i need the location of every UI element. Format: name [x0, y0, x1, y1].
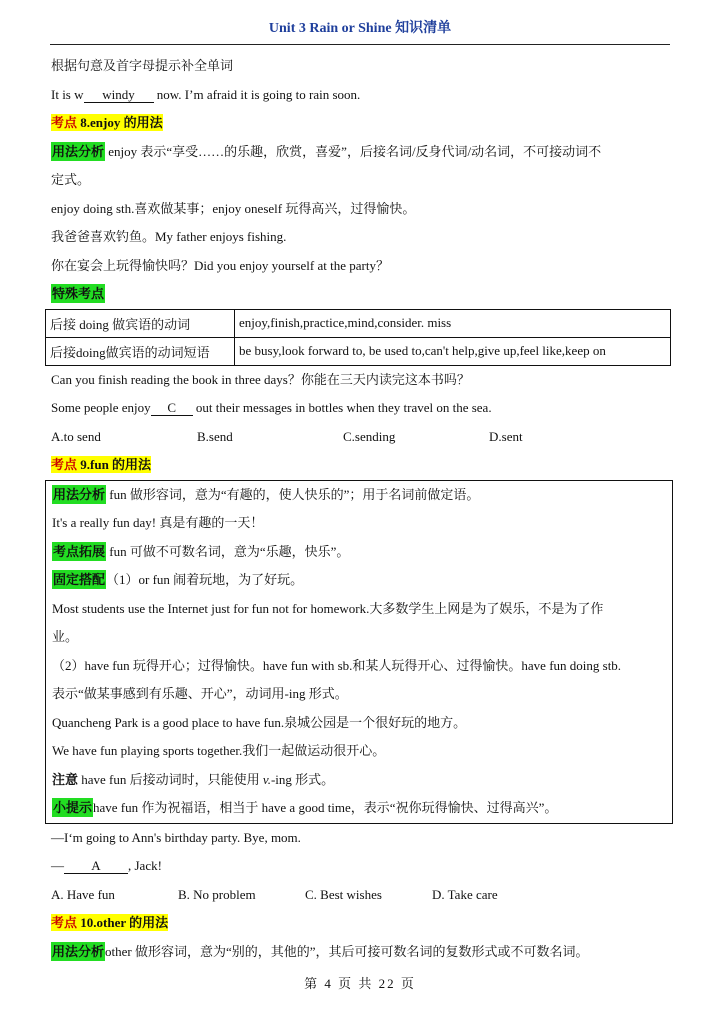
option: D.sent	[489, 428, 523, 444]
tip: 小提示have fun 作为祝福语，相当于 have a good time，表示“祝你玩得愉快、过得高兴”。	[53, 800, 558, 815]
special-heading	[51, 280, 671, 309]
mc-question: Some people enjoy C out their messages in bottles when they travel on the sea.	[51, 400, 492, 415]
usage-analysis: 用法分析other 做形容词，意为“别的，其他的”，其后可接可数名词的复数形式或不可数名词。	[52, 943, 589, 959]
section-label: 考点 8.enjoy 的用法	[51, 115, 163, 130]
answer-blank: A	[64, 858, 128, 874]
answer-blank: windy	[84, 87, 154, 103]
tag-usage-analysis: 用法分析	[52, 943, 105, 959]
example-line-cont: 表示“做某事感到有乐趣、开心”，动词用-ing 形式。	[52, 686, 348, 701]
example-line: Can you finish reading the book in three days？你能在三天内读完这本书吗？	[51, 371, 470, 387]
example-line: 我爸爸喜欢钓鱼。My father enjoys fishing.	[51, 229, 287, 244]
option: B.send	[197, 428, 233, 444]
section-heading-fun	[51, 451, 671, 480]
table-cell: 后接doing做宾语的动词短语	[46, 337, 235, 365]
example-line: enjoy doing sth.喜欢做某事；enjoy oneself 玩得高兴，过得愉快。	[51, 200, 416, 216]
example-line: Most students use the Internet just for fun not for homework.大多数学生上网是为了娱乐，不是为了作	[52, 600, 604, 616]
usage-analysis: 用法分析 fun 做形容词，意为“有趣的，使人快乐的”；用于名词前做定语。	[53, 486, 480, 502]
tag-usage-analysis: 用法分析	[52, 143, 105, 159]
instruction: 根据句意及首字母提示补全单词	[51, 58, 234, 73]
table-cell: be busy,look forward to, be used to,can't help,give up,feel like,keep on	[235, 337, 671, 365]
section-label: 考点 9.fun 的用法	[51, 457, 152, 472]
note-label: 注意	[52, 771, 79, 787]
option: A.to send	[51, 428, 101, 444]
tag-extension: 考点拓展	[53, 543, 106, 559]
option: C.sending	[343, 428, 396, 444]
fill-blank-question: It is w windy now. I’m afraid it is going to rain soon.	[51, 86, 361, 102]
answer-blank: C	[151, 400, 193, 416]
table-cell: enjoy,finish,practice,mind,consider. miss	[235, 309, 671, 337]
page-header-title: Unit 3 Rain or Shine 知识清单	[268, 21, 452, 36]
mc-options	[51, 423, 671, 452]
example-line: （2）have fun 玩得开心；过得愉快。have fun with sb.和某人玩得开心、过得愉快。have fun doing stb.	[52, 657, 622, 673]
table-cell: 后接 doing 做宾语的动词	[46, 309, 235, 337]
option: B. No problem	[178, 886, 256, 902]
gerund-verbs-table	[45, 309, 671, 366]
dialogue-line: — A , Jack!	[51, 858, 162, 873]
example-line: We have fun playing sports together.我们一起做运动很开心。	[52, 743, 386, 758]
option: A. Have fun	[51, 886, 115, 902]
table-row	[46, 309, 671, 337]
page-header	[50, 14, 670, 45]
option: C. Best wishes	[305, 886, 382, 902]
tag-usage-analysis: 用法分析	[53, 486, 106, 502]
section-label: 考点 10.other 的用法	[51, 915, 169, 930]
fun-usage-box	[45, 480, 673, 824]
tag-special: 特殊考点	[52, 286, 105, 301]
fixed-collocation: 固定搭配（1）or fun 闹着玩地，为了好玩。	[53, 572, 304, 587]
example-line: Quancheng Park is a good place to have fun.泉城公园是一个很好玩的地方。	[52, 714, 467, 730]
usage-analysis-cont: 定式。	[51, 172, 91, 187]
mc-options	[51, 881, 671, 910]
extension: 考点拓展 fun 可做不可数名词，意为“乐趣，快乐”。	[53, 543, 350, 559]
example-line: 你在宴会上玩得愉快吗？Did you enjoy yourself at the party？	[51, 257, 389, 273]
table-row	[46, 337, 671, 365]
tag-tip: 小提示	[53, 800, 93, 815]
note: 注意 have fun 后接动词时，只能使用 v.-ing 形式。	[52, 771, 335, 787]
usage-analysis: 用法分析 enjoy 表示“享受……的乐趣，欣赏，喜爱”，后接名词/反身代词/动名词，不可接动词不	[52, 143, 602, 159]
document-body	[51, 52, 671, 966]
example-line-cont: 业。	[52, 629, 79, 644]
section-heading-other	[51, 909, 671, 938]
option: D. Take care	[432, 886, 498, 902]
example-line: It's a really fun day! 真是有趣的一天！	[52, 515, 264, 530]
tag-fixed: 固定搭配	[53, 572, 106, 587]
section-heading-enjoy	[51, 109, 671, 138]
page-footer: 第 4 页 共 22 页	[304, 976, 416, 991]
dialogue-line: —I‘m going to Ann's birthday party. Bye, mom.	[51, 829, 301, 845]
